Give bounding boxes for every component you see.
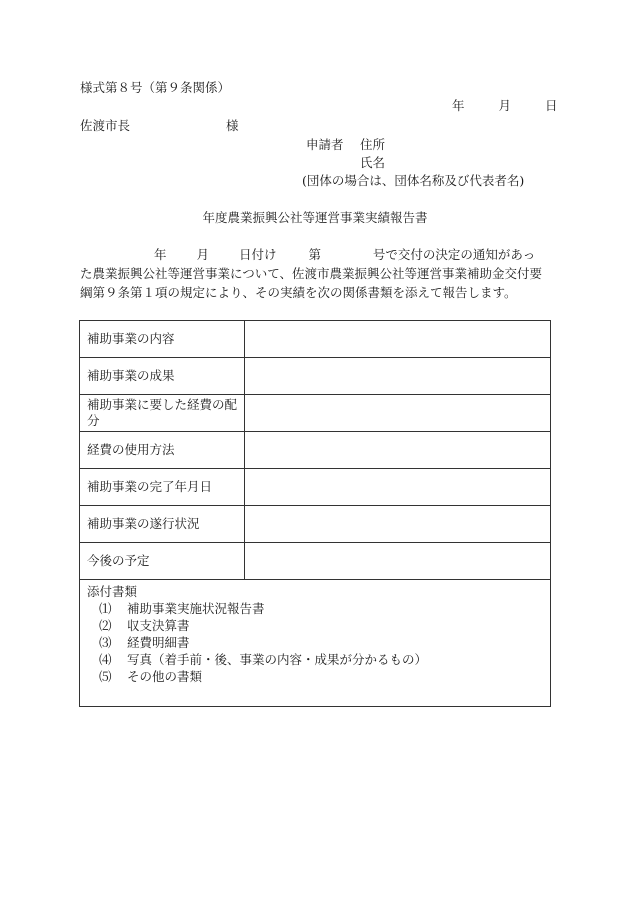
row-value <box>245 469 551 506</box>
statement-text: た農業振興公社等運営事業について、佐渡市農業振興公社等運営事業補助金交付要綱第９条第１項の規定により、その実績を次の関係書類を添えて報告します。 <box>80 266 543 300</box>
date-month-label: 月 <box>498 98 511 113</box>
attachment-text: 収支決算書 <box>127 618 190 633</box>
attachments-cell <box>80 580 551 707</box>
reference-line <box>80 245 550 264</box>
table-row <box>80 543 551 580</box>
address-label: 住所 <box>360 137 386 152</box>
document-title: 年度農業振興公社等運営事業実績報告書 <box>202 210 428 225</box>
submission-date <box>452 98 557 114</box>
row-label: 補助事業の遂行状況 <box>80 506 245 543</box>
addressee-line <box>80 118 239 134</box>
row-label: 補助事業の内容 <box>80 321 245 358</box>
name-label: 氏名 <box>360 155 386 170</box>
attachment-text: その他の書類 <box>127 669 203 684</box>
row-value <box>245 506 551 543</box>
attachment-number: ⑵ <box>99 618 112 633</box>
attachment-text: 補助事業実施状況報告書 <box>127 601 265 616</box>
ref-dai-label: 第 <box>308 247 321 262</box>
table-row <box>80 321 551 358</box>
table-row <box>80 395 551 432</box>
table-row <box>80 432 551 469</box>
row-value <box>245 321 551 358</box>
report-table <box>79 320 551 707</box>
ref-go-text: 号で交付の決定の通知があっ <box>372 247 536 262</box>
attachment-item <box>87 600 543 617</box>
addressee-name: 佐渡市長 <box>80 118 131 133</box>
attachment-text: 経費明細書 <box>127 635 190 650</box>
applicant-label: 申請者 <box>306 137 344 152</box>
date-year-label: 年 <box>452 98 465 113</box>
row-value <box>245 395 551 432</box>
attachment-number: ⑶ <box>99 635 112 650</box>
attachment-item <box>87 634 543 651</box>
ref-day-label: 日付け <box>238 247 277 262</box>
row-label: 今後の予定 <box>80 543 245 580</box>
row-label: 補助事業の完了年月日 <box>80 469 245 506</box>
attachment-item <box>87 668 543 685</box>
date-day-label: 日 <box>544 98 558 113</box>
attachment-number: ⑷ <box>99 652 112 667</box>
row-label: 補助事業の成果 <box>80 358 245 395</box>
attachments-title: 添付書類 <box>87 584 138 599</box>
addressee-honorific: 様 <box>226 118 239 133</box>
table-row <box>80 469 551 506</box>
table-row <box>80 358 551 395</box>
attachments-row <box>80 580 551 707</box>
row-label: 補助事業に要した経費の配分 <box>80 395 245 432</box>
attachment-item <box>87 617 543 634</box>
table-row <box>80 506 551 543</box>
row-label: 経費の使用方法 <box>80 432 245 469</box>
attachment-number: ⑸ <box>99 669 112 684</box>
attachment-number: ⑴ <box>99 601 112 616</box>
row-value <box>245 543 551 580</box>
report-statement <box>80 245 550 302</box>
organization-note: (団体の場合は、団体名称及び代表者名) <box>302 173 525 188</box>
row-value <box>245 358 551 395</box>
attachment-text: 写真（着手前・後、事業の内容・成果が分かるもの） <box>127 652 428 667</box>
ref-year-label: 年 <box>153 247 167 262</box>
attachment-item <box>87 651 543 668</box>
form-number-label: 様式第８号（第９条関係） <box>80 80 231 95</box>
row-value <box>245 432 551 469</box>
ref-month-label: 月 <box>196 247 209 262</box>
